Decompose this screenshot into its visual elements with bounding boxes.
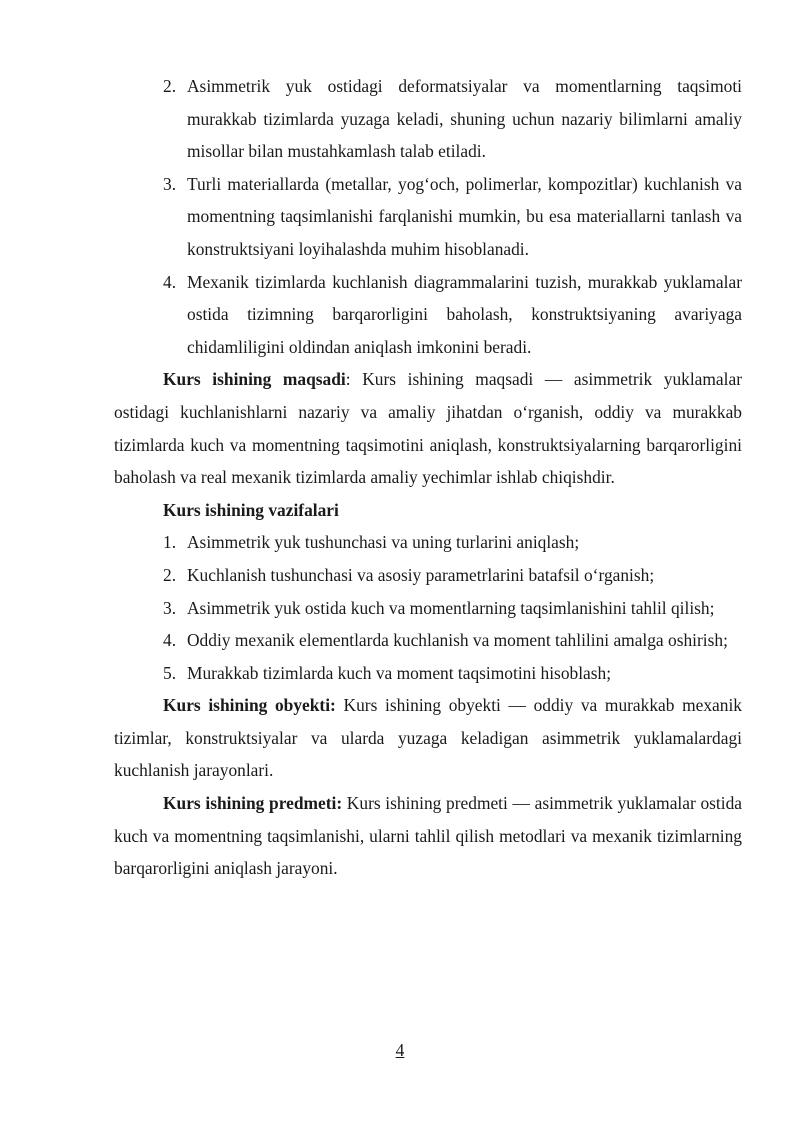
list-item-number: 3. <box>163 597 177 618</box>
list-item-number: 2. <box>163 564 177 585</box>
goal-text: : Kurs ishining maqsadi — asimmetrik yuklamalar ostidagi kuchlanishlarni nazariy va amaliy jihatdan o‘rganish, oddiy va murakkab tizimlarda kuch va momentning taqsimotini aniqlash, konstruktsiyalarning barqarorligini baholash va real mexanik tizimlarda amaliy yechimlar ishlab chiqishdir. <box>114 369 742 488</box>
list-item-text: Asimmetrik yuk ostidagi deformatsiyalar va momentlarning taqsimoti murakkab tizimlarda yuzaga keladi, shuning uchun nazariy bilimlarni amaliy misollar bilan mustahkamlash talab etiladi. <box>187 76 742 162</box>
list-item <box>114 70 742 168</box>
list-item <box>114 592 742 625</box>
list-item <box>114 559 742 592</box>
list-item-text: Mexanik tizimlarda kuchlanish diagrammalarini tuzish, murakkab yuklamalar ostida tizimning barqarorligini baholash, konstruktsiyaning avariyaga chidamliligini oldindan aniqlash imkonini beradi. <box>187 271 742 357</box>
subject-label: Kurs ishining predmeti: <box>163 793 343 814</box>
list-item <box>114 624 742 657</box>
list-item <box>114 526 742 559</box>
object-paragraph <box>114 689 742 787</box>
list-item <box>114 168 742 266</box>
subject-paragraph <box>114 787 742 885</box>
goal-paragraph <box>114 363 742 493</box>
subject-text: Kurs ishining predmeti — asimmetrik yuklamalar ostida kuch va momentning taqsimlanishi, ularni tahlil qilish metodlari va mexanik tizimlarning barqarorligini aniqlash jarayoni. <box>114 793 742 879</box>
intro-list <box>114 70 742 363</box>
object-label: Kurs ishining obyekti: <box>163 695 336 716</box>
tasks-heading: Kurs ishining vazifalari <box>163 499 339 520</box>
goal-label: Kurs ishining maqsadi <box>163 369 346 390</box>
list-item <box>114 657 742 690</box>
list-item-text: Oddiy mexanik elementlarda kuchlanish va moment tahlilini amalga oshirish; <box>187 630 728 651</box>
object-text: Kurs ishining obyekti — oddiy va murakkab mexanik tizimlar, konstruktsiyalar va ularda yuzaga keladigan asimmetrik yuklamalardagi kuchlanish jarayonlari. <box>114 695 742 781</box>
list-item-number: 4. <box>163 271 177 292</box>
tasks-list <box>114 526 742 689</box>
page-content <box>114 70 742 885</box>
page-number: 4 <box>395 1040 405 1060</box>
list-item-text: Murakkab tizimlarda kuch va moment taqsimotini hisoblash; <box>187 662 612 683</box>
list-item-number: 5. <box>163 662 177 683</box>
list-item-number: 4. <box>163 630 177 651</box>
list-item-number: 1. <box>163 532 177 553</box>
list-item-text: Asimmetrik yuk tushunchasi va uning turlarini aniqlash; <box>187 532 580 553</box>
list-item <box>114 266 742 364</box>
list-item-number: 2. <box>163 76 177 96</box>
list-item-number: 3. <box>163 173 177 194</box>
list-item-text: Asimmetrik yuk ostida kuch va momentlarning taqsimlanishini tahlil qilish; <box>187 597 715 618</box>
list-item-text: Turli materiallarda (metallar, yog‘och, polimerlar, kompozitlar) kuchlanish va momentning taqsimlanishi farqlanishi mumkin, bu esa materiallarni tanlash va konstruktsiyani loyihalashda muhim hisoblanadi. <box>187 173 742 259</box>
list-item-text: Kuchlanish tushunchasi va asosiy parametrlarini batafsil o‘rganish; <box>187 564 655 585</box>
